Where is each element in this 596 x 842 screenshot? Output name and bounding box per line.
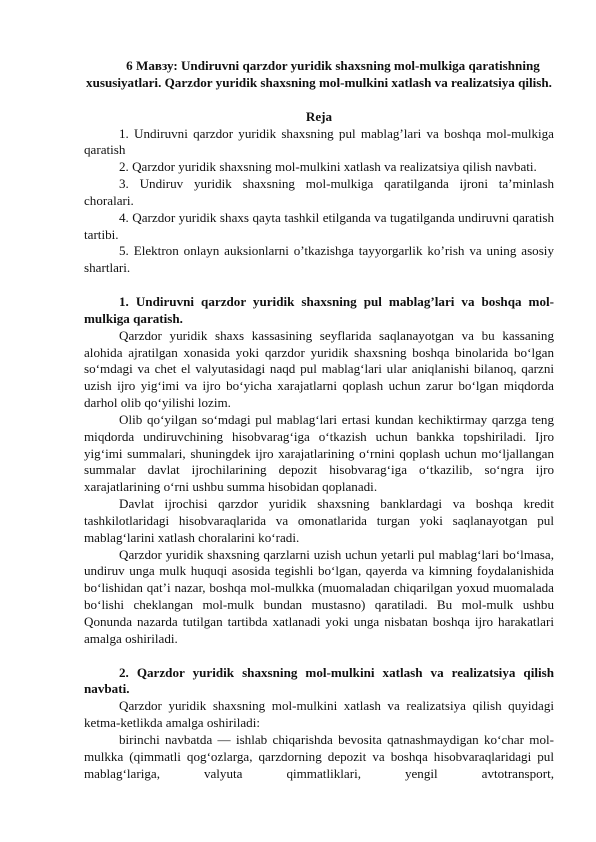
plan-list	[84, 126, 554, 278]
plan-item: 4. Qarzdor yuridik shaxs qayta tashkil etilganda va tugatilganda undiruvni qaratish tartibi.	[84, 209, 554, 242]
section-1-paragraph: Qarzdor yuridik shaxsning qarzlarni uzish uchun yetarli pul mablag‘lari bo‘lmasa, undiruv unga mulk huquqi asosida tegishli bo‘lgan, qayerda va kimning foydalanishida bo‘lishidan qat’i nazar, boshqa mol-mulkka (muomaladan chiqarilgan yoxud muomalada bo‘lishi cheklangan mol-mulk bundan mustasno) qaratiladi. Bu mol-mulk ushbu Qonunda nazarda tutilgan tartibda xatlanadi yoki unga nisbatan boshqa ijro harakatlari amalga oshiriladi.	[84, 546, 554, 646]
document-page	[84, 58, 554, 782]
plan-heading: Reja	[305, 108, 333, 124]
plan-item: 1. Undiruvni qarzdor yuridik shaxsning pul mablag’lari va boshqa mol-mulkiga qaratish	[84, 125, 554, 158]
section-2-paragraph: birinchi navbatda — ishlab chiqarishda bevosita qatnashmaydigan ko‘char mol-mulkka (qimmatli qog‘ozlarga, qarzdorning depozit va boshqa hisobvaraqlaridagi pul mablag‘lariga, valyuta qimmatliklari, yengil avtotransport,	[84, 731, 554, 781]
section-1-paragraph: Davlat ijrochisi qarzdor yuridik shaxsning banklardagi va boshqa kredit tashkilotlaridagi hisobvaraqlarida va omonatlarida turgan yoki saqlanayotgan pul mablag‘larini xatlash choralarini ko‘radi.	[84, 496, 554, 545]
section-1-paragraph: Qarzdor yuridik shaxs kassasining seyflarida saqlanayotgan va bu kassaning alohida ajratilgan xonasida yoki qarzdor yuridik shaxsning boshqa binolarida bo‘lgan so‘mdagi va chet el valyutasidagi naqd pul mablag‘lari ular aniqlanishi bilanoq, qarzni uzish ijro yig‘imi va ijro bo‘yicha xarajatlarni qoplash uchun zarur bo‘lgan miqdorda darhol olib qo‘yilishi lozim.	[84, 327, 554, 411]
plan-item: 3. Undiruv yuridik shaxsning mol-mulkiga qaratilganda ijroni ta’minlash choralari.	[84, 176, 554, 208]
document-title: 6 Мавзу: Undiruvni qarzdor yuridik shaxsning mol-mulkiga qaratishning xususiyatlari. Qarzdor yuridik shaxsning mol-mulkini xatlash va realizatsiya qilish.	[86, 58, 552, 90]
section-1-heading: 1. Undiruvni qarzdor yuridik shaxsning pul mablag’lari va boshqa mol-mulkiga qaratish.	[84, 293, 554, 326]
plan-item: 2. Qarzdor yuridik shaxsning mol-mulkini xatlash va realizatsiya qilish navbati.	[119, 159, 537, 175]
section-2-heading: 2. Qarzdor yuridik shaxsning mol-mulkini xatlash va realizatsiya qilish navbati.	[84, 664, 554, 697]
section-1-paragraph: Olib qo‘yilgan so‘mdagi pul mablag‘lari ertasi kundan kechiktirmay qarzga teng miqdorda undiruvchining hisobvarag‘iga o‘tkazish uchun bankka topshiriladi. Ijro yig‘imi summalari, shuningdek ijro xarajatlarining o‘rnini qoplash uchun mo‘ljallangan summalar davlat ijrochilarining depozit hisobvarag‘iga o‘tkazilib, so‘ngra ijro xarajatlarining o‘rni ushbu summa hisobidan qoplanadi.	[84, 411, 554, 495]
plan-item: 5. Elektron onlayn auksionlarni o’tkazishga tayyorgarlik ko’rish va uning asosiy shartlari.	[84, 243, 554, 276]
section-2-paragraph: Qarzdor yuridik shaxsning mol-mulkini xatlash va realizatsiya qilish quyidagi ketma-ketlikda amalga oshiriladi:	[84, 698, 554, 731]
